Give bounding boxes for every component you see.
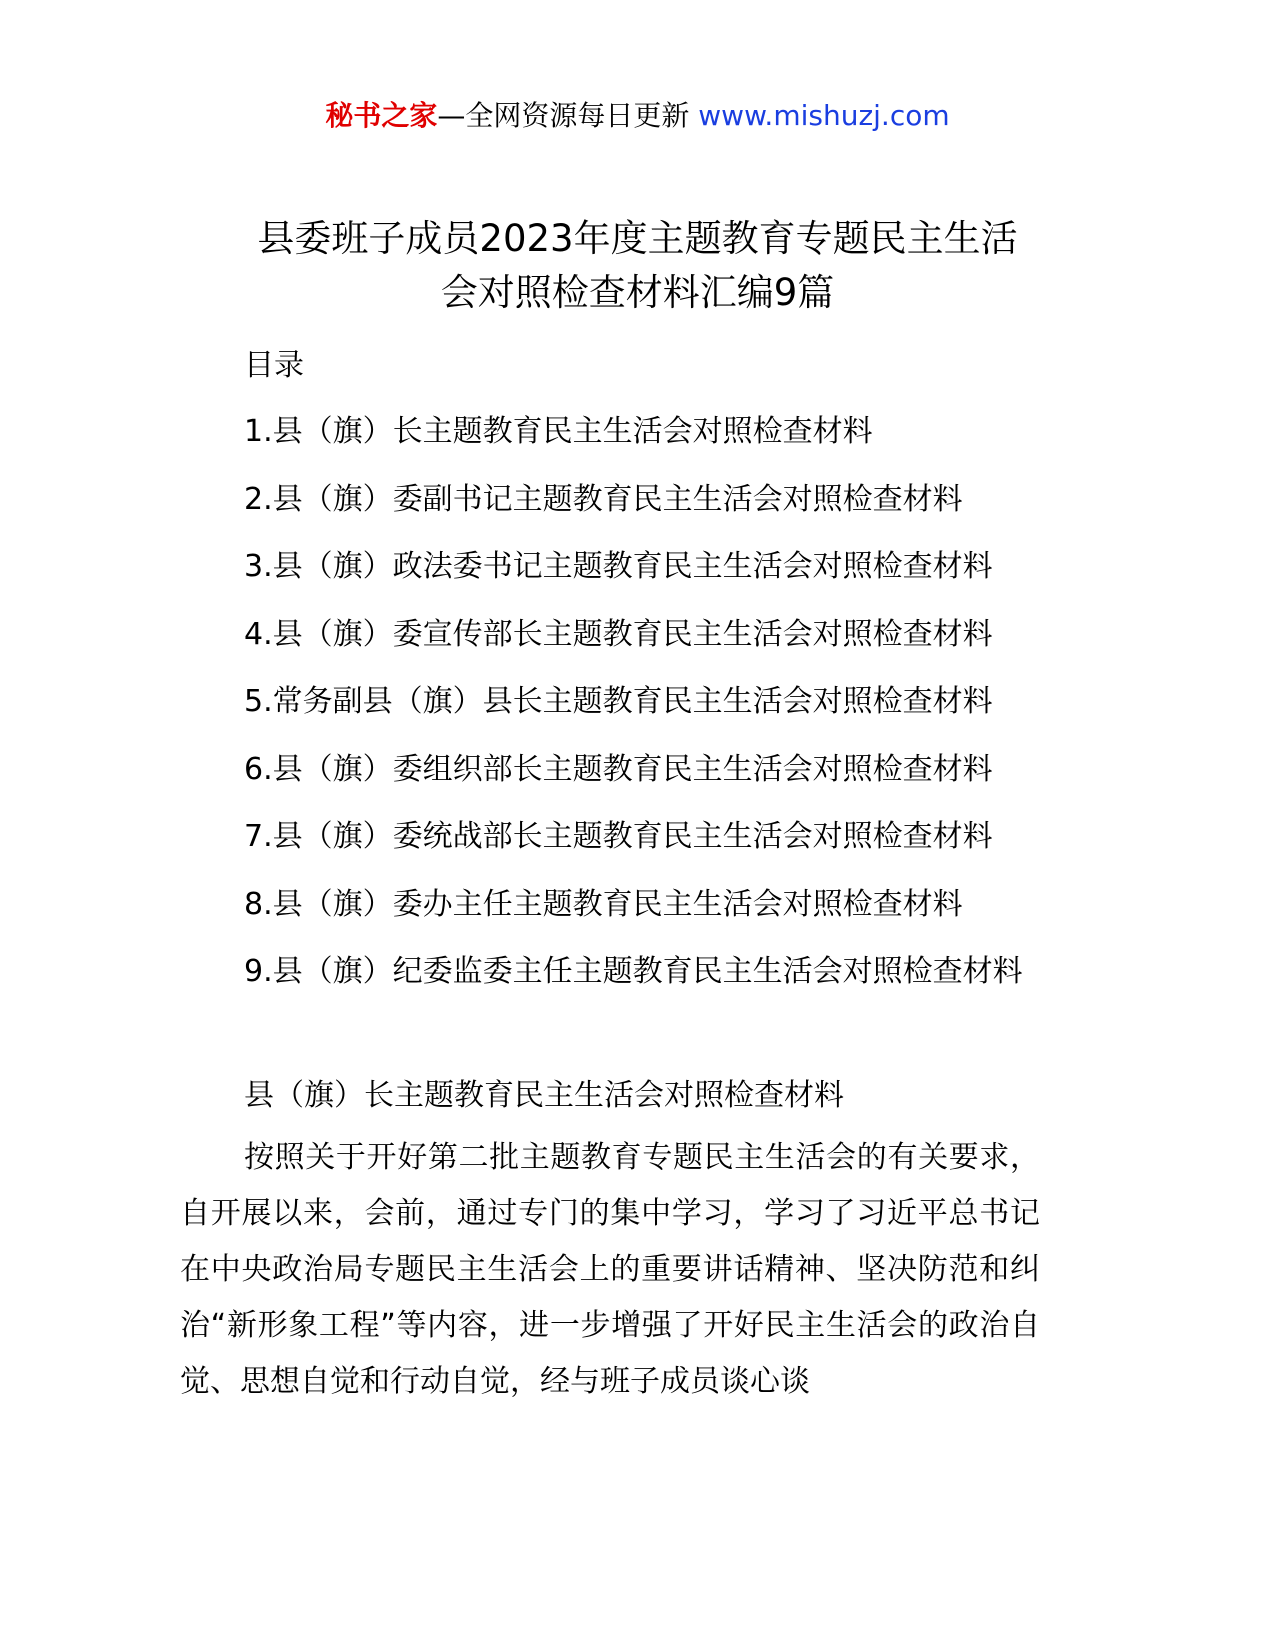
toc-item-6[interactable]: 6.县（旗）委组织部长主题教育民主生活会对照检查材料 [244, 751, 993, 787]
document-title-line-2: 会对照检查材料汇编9篇 [440, 271, 835, 314]
toc-item-1[interactable]: 1.县（旗）长主题教育民主生活会对照检查材料 [244, 414, 873, 449]
document-title-line-1: 县委班子成员2023年度主题教育专题民主生活 [257, 217, 1018, 260]
site-header [0, 96, 1275, 136]
body-paragraph: 按照关于开好第二批主题教育专题民主生活会的有关要求，自开展以来，会前，通过专门的集中学习，学习了习近平总书记在中央政治局专题民主生活会上的重要讲话精神、坚决防范和纠治“新形象工程”等内容，进一步增强了开好民主生活会的政治自觉、思想自觉和行动自觉，经与班子成员谈心谈 [180, 1140, 1040, 1399]
toc-heading: 目录 [244, 348, 304, 383]
toc-item-2[interactable]: 2.县（旗）委副书记主题教育民主生活会对照检查材料 [244, 481, 963, 517]
toc-item-3[interactable]: 3.县（旗）政法委书记主题教育民主生活会对照检查材料 [244, 549, 993, 584]
document-title [160, 212, 1115, 320]
toc-item-9[interactable]: 9.县（旗）纪委监委主任主题教育民主生活会对照检查材料 [244, 954, 1023, 989]
toc-item-8[interactable]: 8.县（旗）委办主任主题教育民主生活会对照检查材料 [244, 886, 963, 922]
section-heading: 县（旗）长主题教育民主生活会对照检查材料 [244, 1078, 844, 1113]
brand-name: 秘书之家 [325, 99, 438, 132]
toc-item-4[interactable]: 4.县（旗）委宣传部长主题教育民主生活会对照检查材料 [244, 616, 993, 652]
toc-item-5[interactable]: 5.常务副县（旗）县长主题教育民主生活会对照检查材料 [244, 684, 993, 719]
site-url-link[interactable]: www.mishuzj.com [698, 99, 950, 132]
table-of-contents [180, 404, 1040, 1012]
toc-item-7[interactable]: 7.县（旗）委统战部长主题教育民主生活会对照检查材料 [244, 819, 993, 854]
header-tagline: —全网资源每日更新 [437, 99, 699, 132]
